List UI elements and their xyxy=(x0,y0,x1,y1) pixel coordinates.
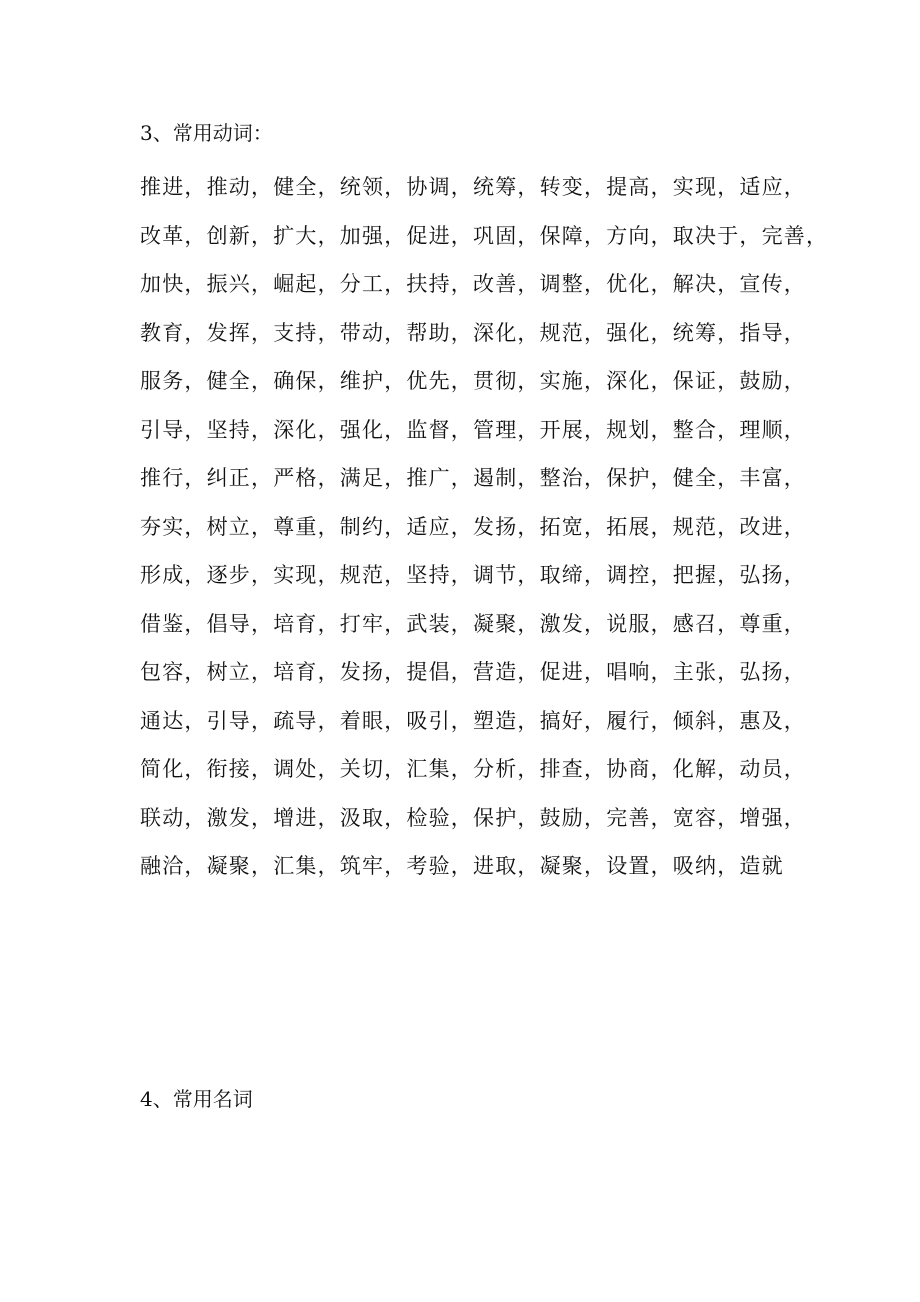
verb-line: 通达，引导，疏导，着眼，吸引，塑造，搞好，履行，倾斜，惠及， xyxy=(140,708,806,733)
section-heading-common-verbs: 3、常用动词： xyxy=(140,121,273,145)
verb-line: 形成，逐步，实现，规范，坚持，调节，取缔，调控，把握，弘扬， xyxy=(140,563,806,587)
verb-line: 联动，激发，增进，汲取，检验，保护，鼓励，完善，宽容，增强， xyxy=(140,805,806,830)
verb-line: 服务，健全，确保，维护，优先，贯彻，实施，深化，保证，鼓励， xyxy=(140,369,806,393)
verb-line: 改革，创新，扩大，加强，促进，巩固，保障，方向，取决于，完善， xyxy=(140,223,829,248)
verb-line: 夯实，树立，尊重，制约，适应，发扬，拓宽，拓展，规范，改进， xyxy=(140,514,806,539)
verb-line: 加快，振兴，崛起，分工，扶持，改善，调整，优化，解决，宣传， xyxy=(140,272,806,296)
verb-line: 教育，发挥，支持，带动，帮助，深化，规范，强化，统筹，指导， xyxy=(140,320,806,345)
verb-line: 推行，纠正，严格，满足，推广，遏制，整治，保护，健全，丰富， xyxy=(140,466,806,490)
verb-line: 借鉴，倡导，培育，打牢，武装，凝聚，激发，说服，感召，尊重， xyxy=(140,611,806,636)
section-heading-common-nouns: 4、常用名词 xyxy=(140,1087,253,1111)
verb-line: 融洽，凝聚，汇集，筑牢，考验，进取，凝聚，设置，吸纳，造就 xyxy=(140,854,784,878)
verb-line: 包容，树立，培育，发扬，提倡，营造，促进，唱响，主张，弘扬， xyxy=(140,660,806,684)
verb-line: 简化，衔接，调处，关切，汇集，分析，排查，协商，化解，动员， xyxy=(140,757,806,781)
verb-list xyxy=(140,169,829,897)
verb-line: 推进，推动，健全，统领，协调，统筹，转变，提高，实现，适应， xyxy=(140,175,806,199)
verb-line: 引导，坚持，深化，强化，监督，管理，开展，规划，整合，理顺， xyxy=(140,417,806,442)
